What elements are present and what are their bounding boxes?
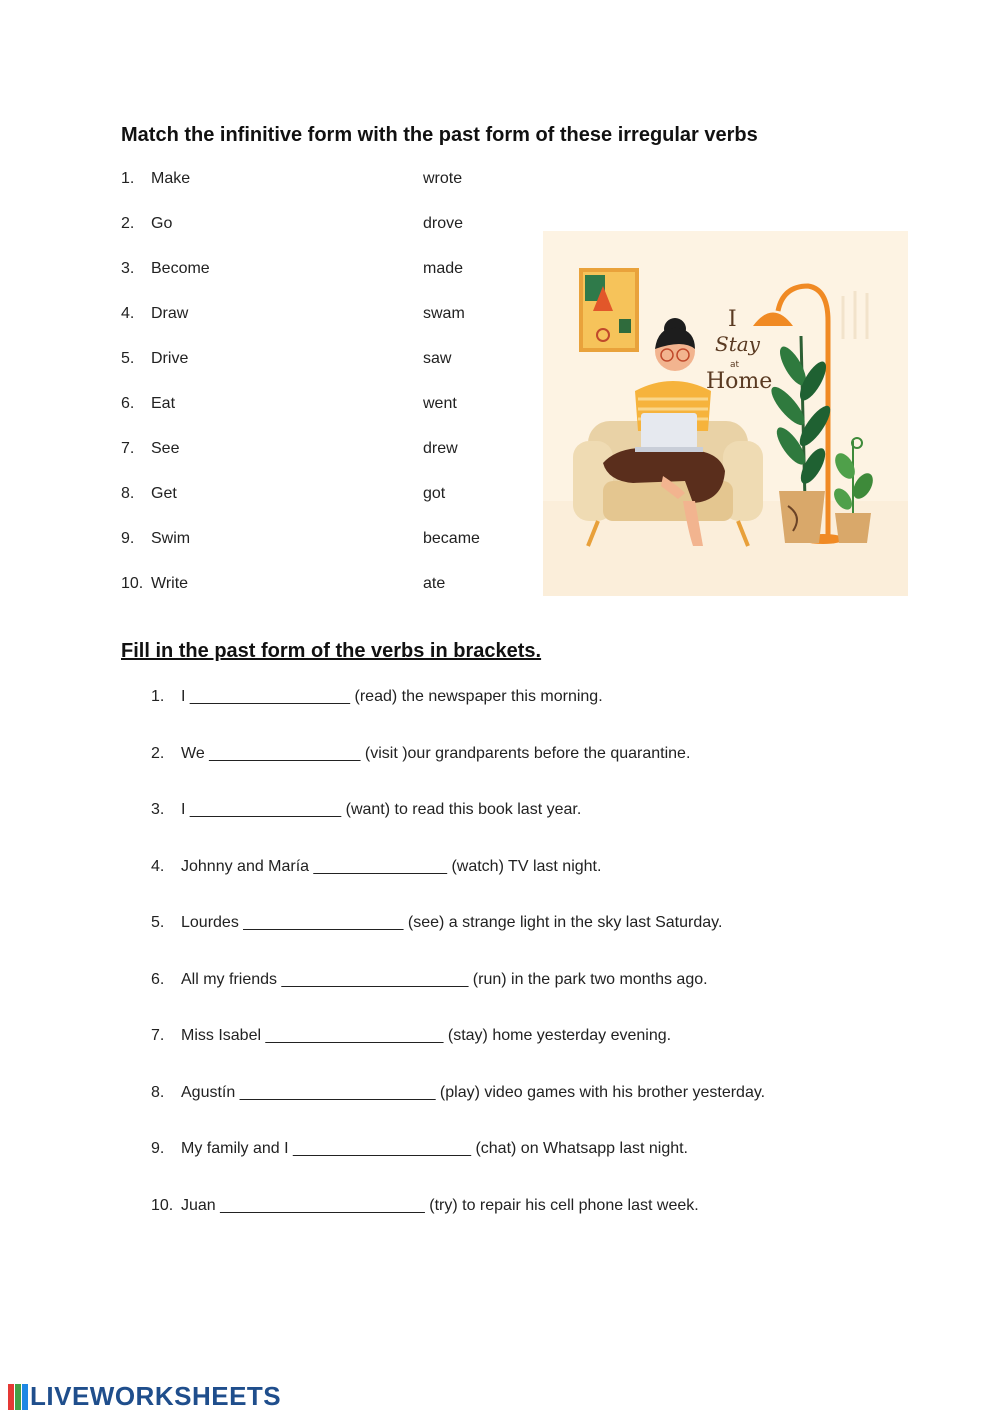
match-row-number: 8. bbox=[121, 485, 135, 502]
match-row-number: 2. bbox=[121, 215, 135, 232]
infinitive-verb: Go bbox=[151, 215, 173, 232]
fill-sentence-text: Juan _______________________ (try) to repair his cell phone last week. bbox=[181, 1196, 699, 1214]
liveworksheets-badge-icon bbox=[8, 1384, 28, 1410]
past-form-verb[interactable]: went bbox=[423, 395, 457, 412]
match-row-number: 5. bbox=[121, 350, 135, 367]
stay-at-home-illustration bbox=[543, 231, 908, 596]
fill-sentence-text: We _________________ (visit )our grandparents before the quarantine. bbox=[181, 744, 691, 762]
infinitive-verb: Eat bbox=[151, 395, 176, 412]
section2-title: Fill in the past form of the verbs in brackets. bbox=[121, 640, 542, 662]
fill-sentence-text: Lourdes __________________ (see) a strange light in the sky last Saturday. bbox=[181, 914, 723, 931]
past-form-verb[interactable]: got bbox=[423, 485, 446, 502]
match-row-number: 1. bbox=[121, 170, 135, 187]
fill-sentence-number: 4. bbox=[151, 857, 165, 875]
match-row-number: 7. bbox=[121, 440, 135, 457]
fill-sentence-number: 9. bbox=[151, 1140, 165, 1157]
fill-sentence[interactable] bbox=[151, 1084, 765, 1102]
infinitive-verb: Get bbox=[151, 485, 177, 502]
past-form-verb[interactable]: drove bbox=[423, 215, 464, 232]
fill-sentence-text: I _________________ (want) to read this book last year. bbox=[181, 801, 582, 818]
past-form-verb[interactable]: drew bbox=[423, 440, 458, 457]
fill-sentence-text: I __________________ (read) the newspaper this morning. bbox=[181, 688, 603, 705]
past-form-verb[interactable]: made bbox=[423, 260, 464, 277]
fill-sentence-number: 8. bbox=[151, 1083, 165, 1101]
caption-at: at bbox=[730, 360, 740, 370]
infinitive-verb: Drive bbox=[151, 350, 189, 367]
liveworksheets-logo-text: LIVEWORKSHEETS bbox=[30, 1381, 282, 1411]
past-form-verb[interactable]: swam bbox=[423, 305, 465, 322]
infinitive-verb: Write bbox=[151, 575, 189, 592]
match-row-number: 4. bbox=[121, 305, 135, 322]
fill-sentence-text: Miss Isabel ____________________ (stay) home yesterday evening. bbox=[181, 1027, 672, 1044]
caption-i: I bbox=[728, 307, 737, 332]
fill-sentence[interactable] bbox=[151, 914, 722, 932]
match-row-number: 6. bbox=[121, 395, 135, 412]
fill-sentence-number: 2. bbox=[151, 744, 165, 762]
fill-sentence[interactable] bbox=[151, 971, 708, 989]
fill-sentence[interactable] bbox=[151, 858, 601, 876]
infinitive-verb: Swim bbox=[151, 530, 191, 547]
past-form-verb[interactable]: ate bbox=[423, 575, 446, 592]
fill-sentence[interactable] bbox=[151, 1027, 671, 1045]
fill-sentence[interactable] bbox=[151, 1197, 699, 1215]
fill-sentence-number: 10. bbox=[151, 1196, 174, 1214]
caption-stay: Stay bbox=[715, 332, 760, 356]
past-form-verb[interactable]: became bbox=[423, 530, 480, 547]
fill-sentence-number: 5. bbox=[151, 914, 165, 931]
fill-sentence-number: 7. bbox=[151, 1027, 165, 1044]
fill-sentence-text: All my friends _____________________ (run) in the park two months ago. bbox=[181, 970, 708, 988]
fill-sentence-text: Agustín ______________________ (play) video games with his brother yesterday. bbox=[181, 1083, 766, 1101]
fill-sentence[interactable] bbox=[151, 801, 581, 819]
fill-sentence-number: 6. bbox=[151, 970, 165, 988]
fill-sentence-text: Johnny and María _______________ (watch) TV last night. bbox=[181, 857, 602, 875]
caption-home: Home bbox=[706, 369, 773, 394]
infinitive-verb: Draw bbox=[151, 305, 189, 322]
infinitive-verb: Become bbox=[151, 260, 210, 277]
fill-sentence-number: 1. bbox=[151, 688, 165, 705]
match-row-number: 9. bbox=[121, 530, 135, 547]
fill-sentence[interactable] bbox=[151, 1140, 688, 1158]
match-row-number: 3. bbox=[121, 260, 135, 277]
infinitive-verb: Make bbox=[151, 170, 191, 187]
fill-sentence[interactable] bbox=[151, 745, 690, 763]
section1-title: Match the infinitive form with the past form of these irregular verbs bbox=[121, 124, 758, 146]
past-form-verb[interactable]: wrote bbox=[423, 170, 463, 187]
picture-frame-icon bbox=[579, 268, 639, 352]
past-form-verb[interactable]: saw bbox=[423, 350, 452, 367]
fill-sentence[interactable] bbox=[151, 688, 603, 706]
fill-sentence-number: 3. bbox=[151, 801, 165, 818]
fill-sentence-text: My family and I ____________________ (chat) on Whatsapp last night. bbox=[181, 1140, 688, 1157]
match-row-number: 10. bbox=[121, 575, 144, 592]
infinitive-verb: See bbox=[151, 440, 180, 457]
